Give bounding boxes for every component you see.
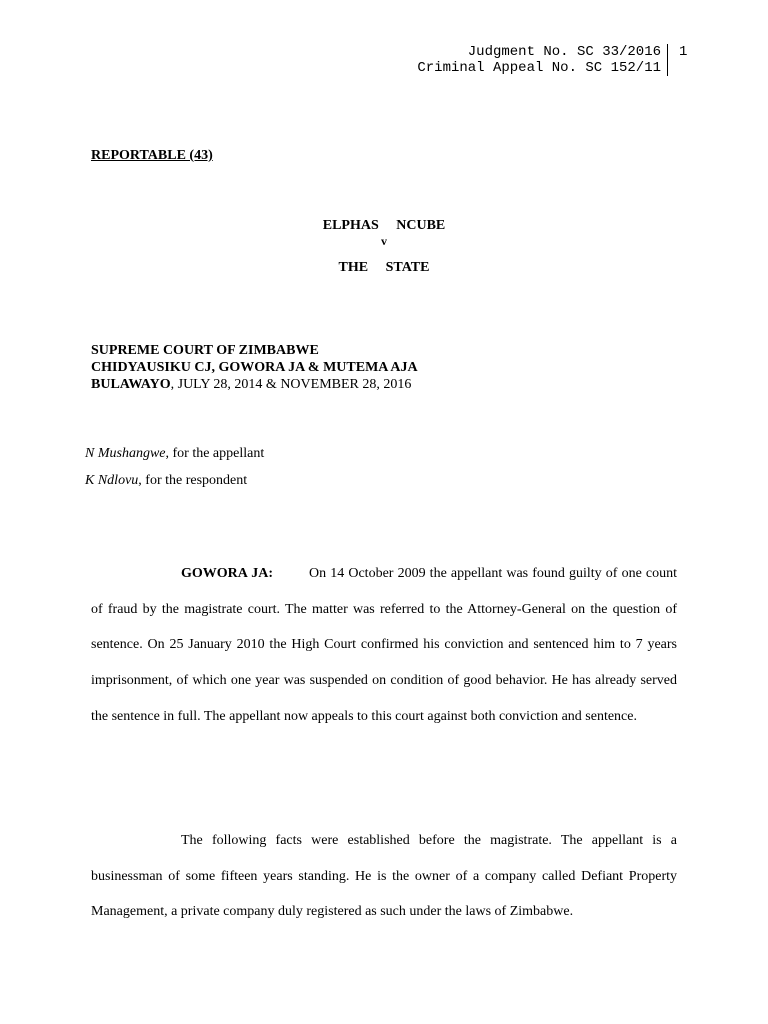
page-number: 1 [679,44,688,60]
paragraph-2-text: The following facts were established before the magistrate. The appellant is a businessman of some fifteen years standing. He is the owner of a company called Defiant Property Management, a private company duly registered as such under the laws of Zimbabwe. [91,833,677,920]
appellant-counsel-role: , for the appellant [165,446,265,461]
page-header [417,44,668,76]
hearing-line [91,376,418,393]
paragraph-1-text: On 14 October 2009 the appellant was found guilty of one count of fraud by the magistrate court. The matter was referred to the Attorney-General on the question of sentence. On 25 January 2010 the High Court confirmed his conviction and sentenced him to 7 years imprisonment, of which one year was suspended on condition of good behavior. He has already served the sentence in full. The appellant now appeals to this court against both conviction and sentence. [91,566,678,724]
respondent-counsel [85,467,264,494]
versus-label: v [381,234,387,248]
case-parties [0,218,768,276]
hearing-place: BULAWAYO [91,377,171,392]
court-name: SUPREME COURT OF ZIMBABWE [91,343,319,358]
court-details [91,342,418,393]
judgment-paragraph-2 [91,823,677,930]
counsel-list [85,440,264,494]
respondent-counsel-name: K Ndlovu [85,473,139,488]
judge-label: GOWORA JA: [181,566,274,581]
respondent-counsel-role: , for the respondent [138,473,248,488]
appellant-counsel [85,440,264,467]
judgment-paragraph-1 [91,556,677,735]
court-bench: CHIDYAUSIKU CJ, GOWORA JA & MUTEMA AJA [91,360,418,375]
judgment-number: Judgment No. SC 33/2016 [467,44,661,60]
appeal-number: Criminal Appeal No. SC 152/11 [417,60,661,76]
reportable-label: REPORTABLE (43) [91,148,213,163]
appellant-counsel-name: N Mushangwe [85,446,166,461]
hearing-dates: , JULY 28, 2014 & NOVEMBER 28, 2016 [170,377,412,392]
appellant-name: ELPHAS NCUBE [322,218,446,233]
respondent-name: THE STATE [338,260,430,275]
